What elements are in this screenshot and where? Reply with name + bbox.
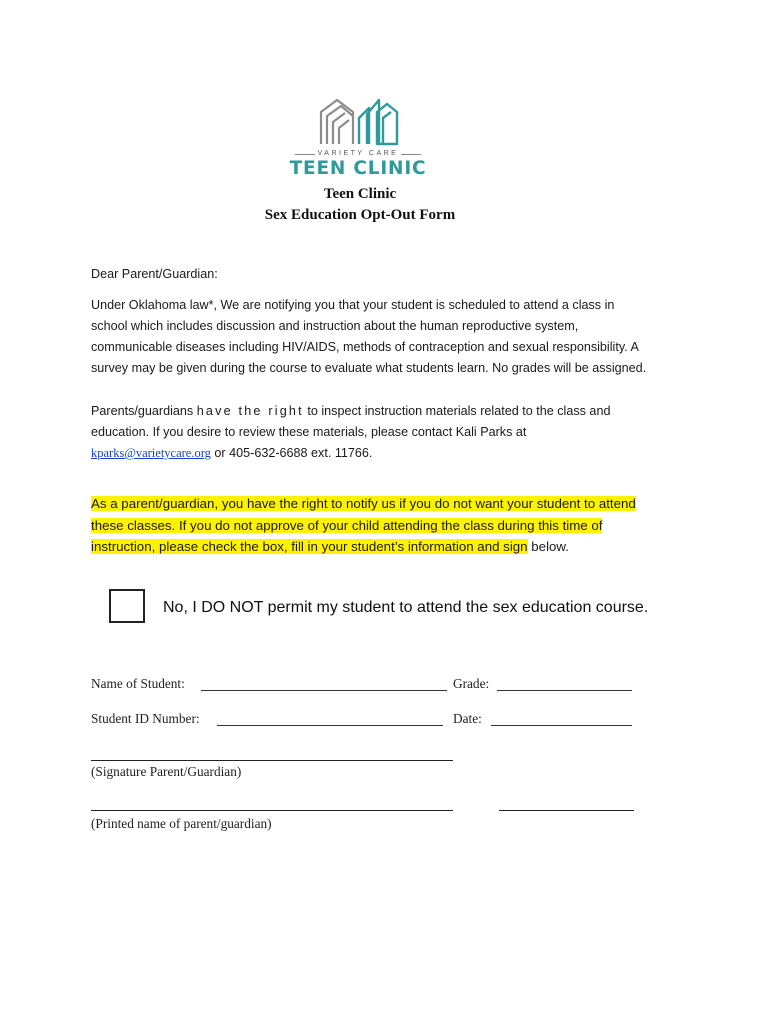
greeting: Dear Parent/Guardian: bbox=[91, 267, 218, 281]
logo-name-text: TEEN CLINIC bbox=[289, 158, 427, 179]
building-logo-icon bbox=[287, 98, 429, 150]
signature-label: (Signature Parent/Guardian) bbox=[91, 764, 242, 779]
student-name-field[interactable] bbox=[201, 674, 447, 691]
printed-name-label: (Printed name of parent/guardian) bbox=[91, 816, 272, 831]
opt-out-label: No, I DO NOT permit my student to attend the sex education course. bbox=[163, 599, 649, 616]
rights-paragraph: As a parent/guardian, you have the right to notify us if you do not want your student to attend these classes. If you do not approve of your child attending the class during this time of instruction, please check the box, fill in your student’s information and sign below. bbox=[91, 496, 636, 554]
signature-date-field[interactable] bbox=[499, 810, 634, 811]
notice-line: communicable diseases including HIV/AIDS, methods of contraception and sexual responsibility. A bbox=[91, 340, 639, 354]
notice-paragraph bbox=[91, 295, 691, 379]
notice-line: school which includes discussion and instruction about the human reproductive system, bbox=[91, 319, 579, 333]
date-field[interactable] bbox=[491, 709, 632, 726]
page-title: Teen Clinic bbox=[323, 186, 397, 202]
notice-line: survey may be given during the course to evaluate what students learn. No grades will be assigned. bbox=[91, 361, 647, 375]
date-label: Date: bbox=[453, 711, 482, 726]
grade-field[interactable] bbox=[497, 674, 632, 691]
logo-brand-text: VARIETY CARE bbox=[287, 150, 429, 157]
student-id-label: Student ID Number: bbox=[91, 711, 200, 726]
student-name-label: Name of Student: bbox=[91, 676, 185, 691]
materials-paragraph: Parents/guardians have the right to inspect instruction materials related to the class and education. If you desire to review these materials, please contact Kali Parks at kparks@varietycare.org or 405-632-6688 ext. 11766. bbox=[91, 404, 611, 460]
opt-out-checkbox[interactable] bbox=[109, 589, 145, 623]
signature-field[interactable] bbox=[91, 760, 453, 761]
grade-label: Grade: bbox=[453, 676, 490, 691]
page-subtitle: Sex Education Opt-Out Form bbox=[264, 207, 456, 223]
student-id-field[interactable] bbox=[217, 709, 443, 726]
notice-line: Under Oklahoma law*, We are notifying you that your student is scheduled to attend a class in bbox=[91, 298, 615, 312]
teen-clinic-logo bbox=[287, 98, 429, 180]
contact-email-link[interactable]: kparks@varietycare.org bbox=[91, 446, 211, 460]
printed-name-field[interactable] bbox=[91, 810, 453, 811]
